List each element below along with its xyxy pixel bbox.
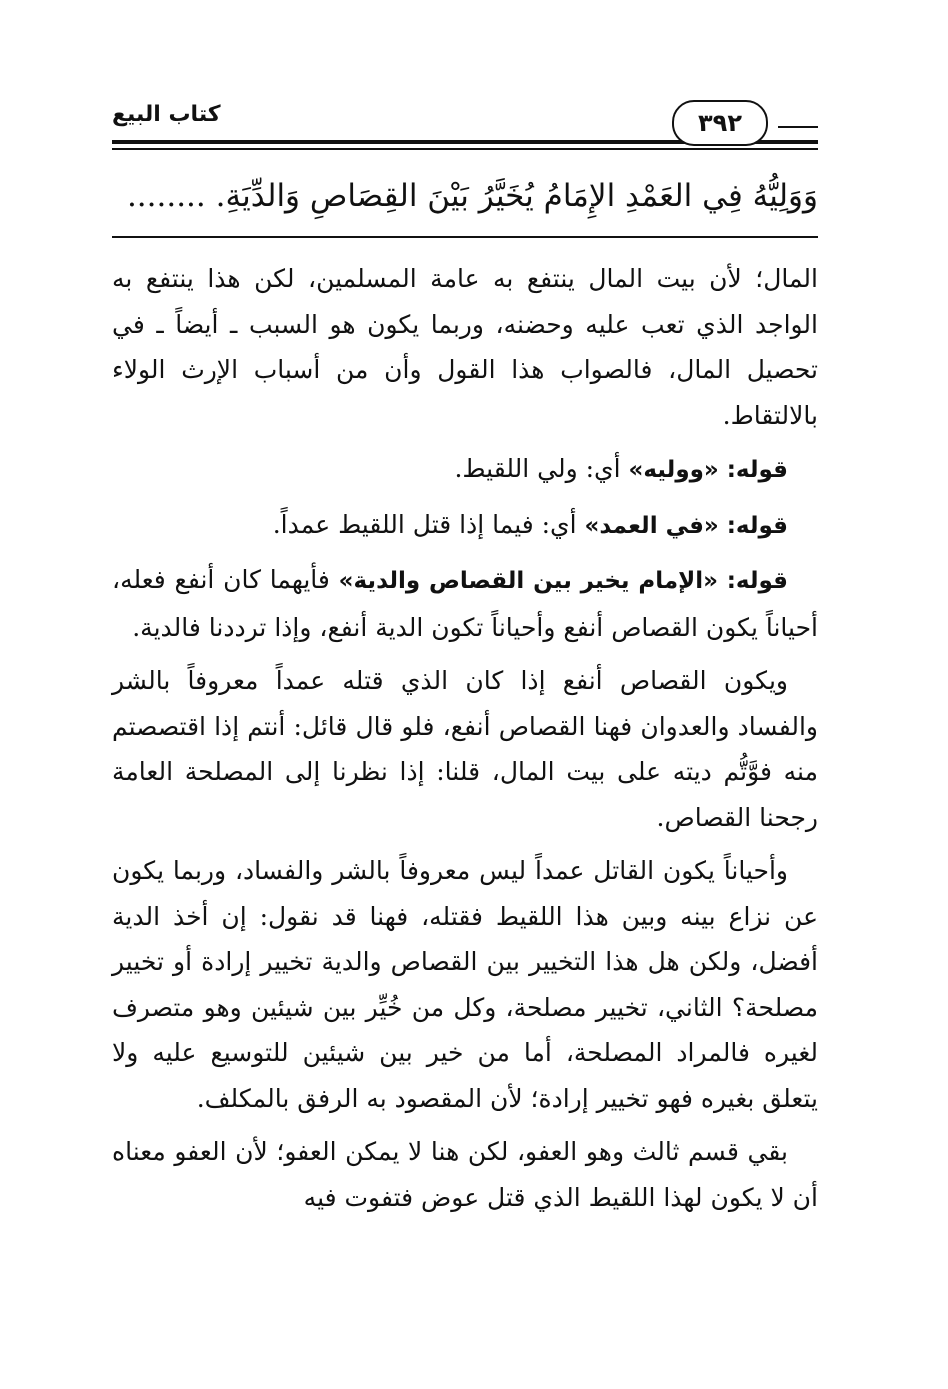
header-rule-thin	[112, 148, 818, 150]
paragraph: بقي قسم ثالث وهو العفو، لكن هنا لا يمكن العفو؛ لأن العفو معناه أن لا يكون لهذا اللقيط الذي قتل عوض فتفوت فيه	[112, 1137, 818, 1212]
paragraph	[112, 502, 818, 550]
book-title: كتاب البيع	[112, 102, 225, 127]
qawl-label: قوله:	[726, 457, 788, 483]
paragraph-text: أي: ولي اللقيط.	[454, 454, 629, 483]
running-header	[112, 100, 818, 156]
matn-text: وَوَلِيُّهُ فِي العَمْدِ الإِمَامُ يُخَيَّرُ بَيْنَ القِصَاصِ وَالدِّيَةِ. ........	[126, 178, 818, 214]
paragraph: المال؛ لأن بيت المال ينتفع به عامة المسلمين، لكن هذا ينتفع به الواجد الذي تعب عليه وحضنه، وربما يكون هو السبب ـ أيضاً ـ في تحصيل المال، فالصواب هذا القول وأن من أسباب الإرث الولاء بالالتقاط.	[112, 264, 818, 430]
paragraph: ويكون القصاص أنفع إذا كان الذي قتله عمداً معروفاً بالشر والفساد والعدوان فهنا القصاص أنفع، فلو قال قائل: أنتم إذا اقتصصتم منه فوَّتُّم ديته على بيت المال، قلنا: إذا نظرنا إلى المصلحة العامة رجحنا القصاص.	[112, 666, 818, 832]
page-number: ٣٩٢	[672, 100, 768, 146]
paragraph: وأحياناً يكون القاتل عمداً ليس معروفاً بالشر والفساد، وربما يكون عن نزاع بينه وبين هذا اللقيط فقتله، فهنا قد نقول: إن أخذ الدية أفضل، ولكن هل هذا التخيير بين القصاص والدية تخيير إرادة أو تخيير مصلحة؟ الثاني، تخيير مصلحة، وكل من خُيِّر بين شيئين وهو متصرف لغيره فالمراد المصلحة، أما من خير بين شيئين للتوسيع عليه ولا يتعلق بغيره فهو تخيير إرادة؛ لأن المقصود به الرفق بالمكلف.	[112, 856, 818, 1113]
qawl-label: قوله:	[726, 512, 788, 539]
paragraph-text: أي: فيما إذا قتل اللقيط عمداً.	[272, 509, 585, 539]
header-rule-stub	[778, 126, 818, 128]
quoted-matn: «الإمام يخير بين القصاص والدية»	[338, 568, 718, 594]
matn-separator-rule	[112, 236, 818, 238]
quoted-matn: «ووليه»	[628, 457, 719, 483]
paragraph	[112, 557, 818, 650]
commentary-body	[112, 256, 818, 1228]
qawl-label: قوله:	[726, 568, 788, 594]
paragraph	[112, 446, 818, 494]
quoted-matn: «في العمد»	[584, 512, 719, 539]
paragraph-text: فأيهما كان أنفع فعله، أحياناً يكون القصاص أنفع وأحياناً تكون الدية أنفع، وإذا ترددنا فالدية.	[112, 565, 818, 642]
